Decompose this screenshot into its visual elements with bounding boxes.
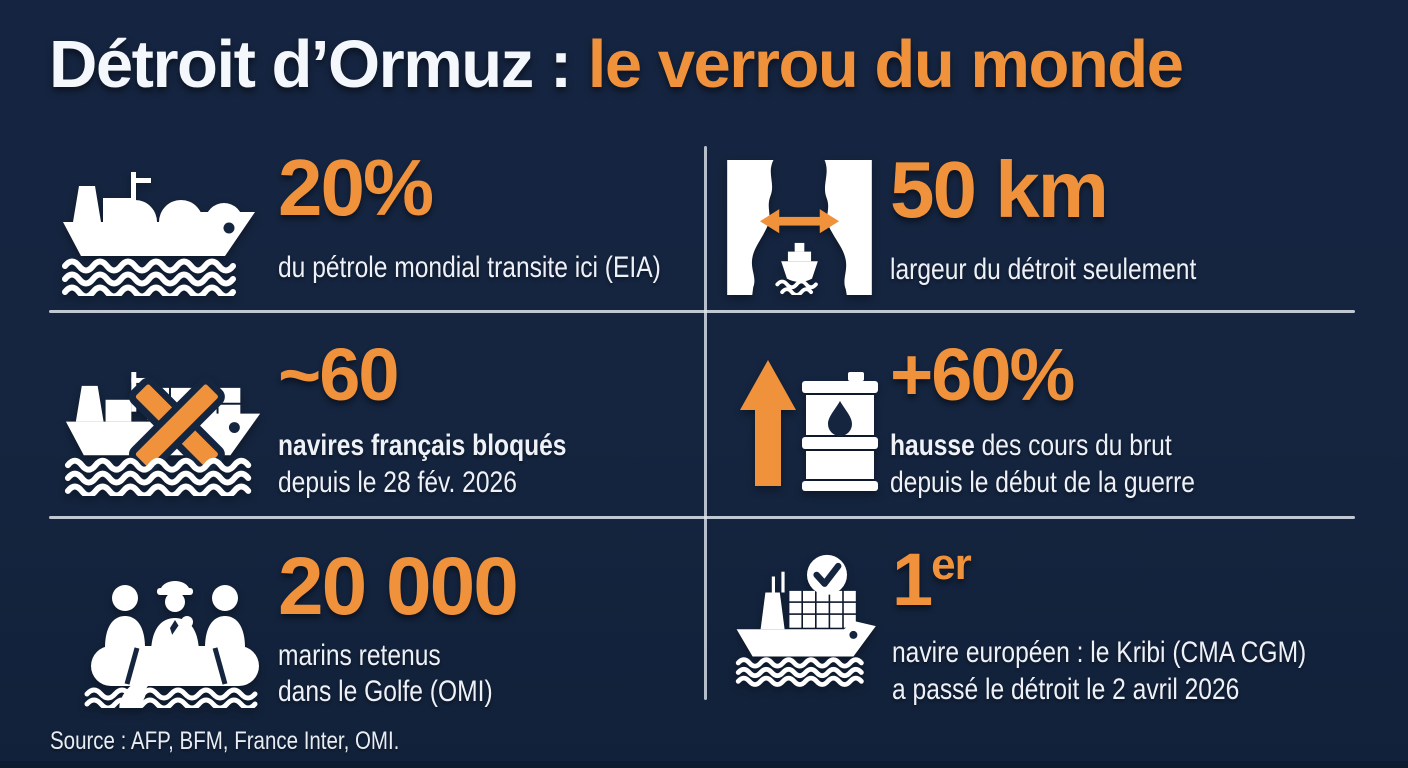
title-main: Détroit d’Ormuz : [49,27,571,102]
row-divider-1 [49,310,1355,313]
stat-first-passage [727,538,1397,708]
stat-caption: navire européen : le Kribi (CMA CGM) a passé le détroit le 2 avril 2026 [892,636,1307,706]
stat-caption: hausse des cours du brut depuis le début de la guerre [890,429,1196,499]
stat-icon-box [727,545,879,690]
stat-value: ~60 [278,333,398,416]
first-ship-icon [727,547,879,690]
stat-icon-box [740,340,880,491]
stat-caption: marins retenus dans le Golfe (OMI) [278,638,493,709]
stat-value: 20 000 [278,541,517,632]
page-title [49,27,1183,102]
stat-value-superscript: er [931,540,971,589]
blocked-ship-icon [58,362,276,496]
stat-value: +60% [890,333,1074,416]
stat-caption: largeur du détroit seulement [890,253,1197,286]
stat-caption: navires français bloqués depuis le 28 fév. 2026 [278,429,567,499]
strait-width-icon [727,160,872,295]
stat-value: 20% [278,143,433,232]
life-raft-icon [75,548,275,708]
stat-icon-box [58,340,276,496]
stat-sailors-held [75,541,540,711]
oil-price-up-icon [740,356,880,491]
stat-icon-box [75,548,275,708]
stat-strait-width [727,145,1264,295]
stat-caption: du pétrole mondial transite ici (EIA) [278,251,661,284]
title-accent: le verrou du monde [587,27,1183,102]
row-divider-2 [49,516,1355,519]
stat-value: 1er [892,538,971,621]
stat-icon-box [55,150,267,296]
stat-value: 50 km [890,145,1107,234]
lng-tanker-icon [55,164,265,296]
bottom-edge-strip [0,761,1408,768]
source-credit: Source : AFP, BFM, France Inter, OMI. [50,727,400,755]
stat-oil-transit [55,143,745,296]
stat-blocked-ships [58,333,630,501]
stat-crude-price [740,333,1262,501]
stat-icon-box [727,152,875,295]
